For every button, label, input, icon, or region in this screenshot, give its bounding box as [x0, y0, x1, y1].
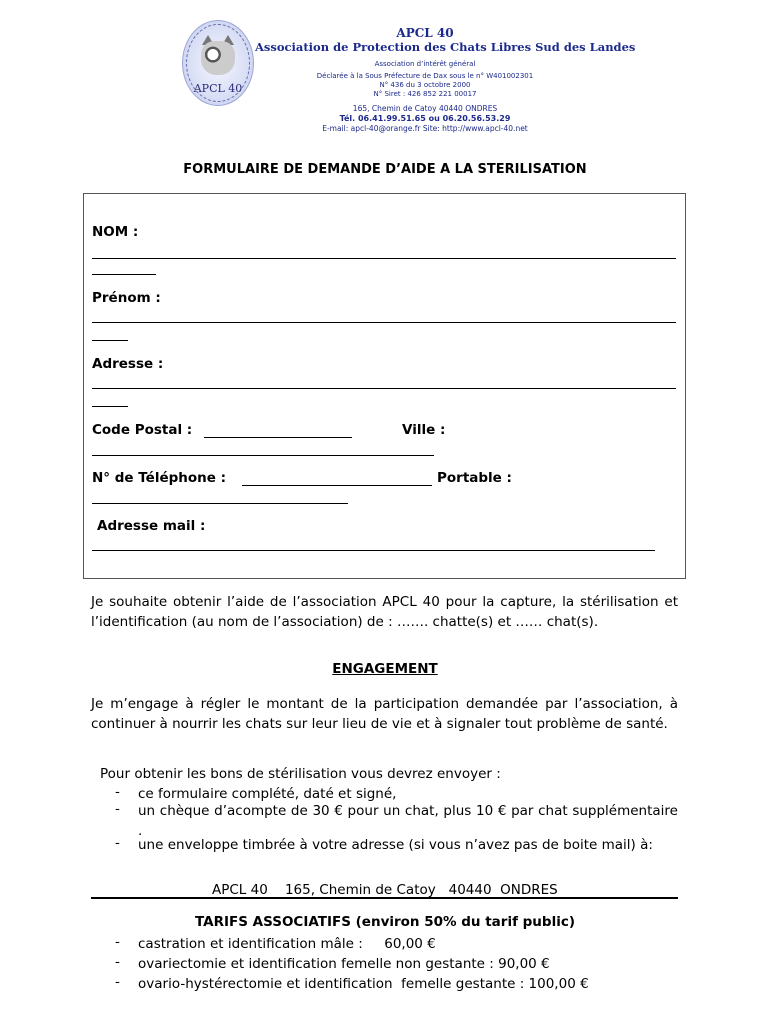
tarif-item: ovario-hystérectomie et identification femelle gestante : 100,00 € — [138, 976, 589, 992]
engagement-item: une enveloppe timbrée à votre adresse (si vous n’avez pas de boite mail) à: — [138, 837, 653, 853]
list-dash: - — [115, 954, 120, 970]
list-dash: - — [115, 934, 120, 950]
header-phones: Tél. 06.41.99.51.65 ou 06.20.56.53.29 — [339, 114, 511, 123]
engagement-item: un chèque d’acompte de 30 € pour un chat, plus 10 € par chat supplémentaire . — [138, 803, 678, 839]
adresse-label: Adresse : — [92, 356, 164, 372]
list-dash: - — [115, 784, 120, 800]
list-dash: - — [115, 835, 120, 851]
ville-line[interactable] — [92, 455, 434, 456]
header-line1: Association d’intérêt général — [374, 60, 476, 68]
logo-label: APCL 40 — [193, 82, 243, 95]
send-address: APCL 40 165, Chemin de Catoy 40440 ONDRES — [212, 882, 558, 898]
tarif-item: ovariectomie et identification femelle non gestante : 90,00 € — [138, 956, 550, 972]
form-title: FORMULAIRE DE DEMANDE D’AIDE A LA STERILISATION — [183, 162, 587, 177]
list-dash: - — [115, 801, 120, 817]
divider — [91, 897, 678, 899]
telephone-line[interactable] — [242, 485, 432, 486]
list-dash: - — [115, 974, 120, 990]
association-logo — [182, 20, 254, 106]
nom-label: NOM : — [92, 224, 139, 240]
engagement-intro: Pour obtenir les bons de stérilisation vous devrez envoyer : — [100, 766, 501, 782]
nom-line-cont[interactable] — [92, 274, 156, 275]
tarifs-title: TARIFS ASSOCIATIFS (environ 50% du tarif public) — [194, 914, 576, 930]
header-line2: Déclarée à la Sous Préfecture de Dax sous le n° W401002301 — [316, 72, 534, 80]
code-postal-line[interactable] — [204, 437, 352, 438]
engagement-item: ce formulaire complété, daté et signé, — [138, 786, 397, 802]
prenom-line-cont[interactable] — [92, 340, 128, 341]
portable-label: Portable : — [437, 470, 512, 486]
tarif-item: castration et identification mâle : 60,00 € — [138, 936, 436, 952]
cat-face-icon — [201, 41, 235, 75]
telephone-label: N° de Téléphone : — [92, 470, 227, 486]
request-text: Je souhaite obtenir l’aide de l’association APCL 40 pour la capture, la stérilisation et l’identification (au nom de l’association) de : ……. chatte(s) et …… chat(s). — [91, 594, 678, 630]
header-web: E-mail: apcl-40@orange.fr Site: http://www.apcl-40.net — [322, 124, 528, 133]
ville-label: Ville : — [402, 422, 446, 438]
header-subtitle: Association de Protection des Chats Libres Sud des Landes — [255, 40, 636, 54]
prenom-label: Prénom : — [92, 290, 161, 306]
email-line[interactable] — [92, 550, 655, 551]
adresse-line[interactable] — [92, 388, 676, 389]
nom-line[interactable] — [92, 258, 676, 259]
code-postal-label: Code Postal : — [92, 422, 193, 438]
engagement-text: Je m’engage à régler le montant de la participation demandée par l’association, à continuer à nourrir les chats sur leur lieu de vie et à signaler tout problème de santé. — [91, 696, 678, 732]
engagement-title: ENGAGEMENT — [332, 661, 438, 677]
header-title: APCL 40 — [396, 26, 454, 40]
adresse-line-cont[interactable] — [92, 406, 128, 407]
header-address: 165, Chemin de Catoy 40440 ONDRES — [352, 104, 498, 113]
portable-line[interactable] — [92, 503, 348, 504]
header-line4: N° Siret : 426 852 221 00017 — [373, 90, 477, 98]
prenom-line[interactable] — [92, 322, 676, 323]
header-line3: N° 436 du 3 octobre 2000 — [379, 81, 471, 89]
email-label: Adresse mail : — [97, 518, 206, 534]
